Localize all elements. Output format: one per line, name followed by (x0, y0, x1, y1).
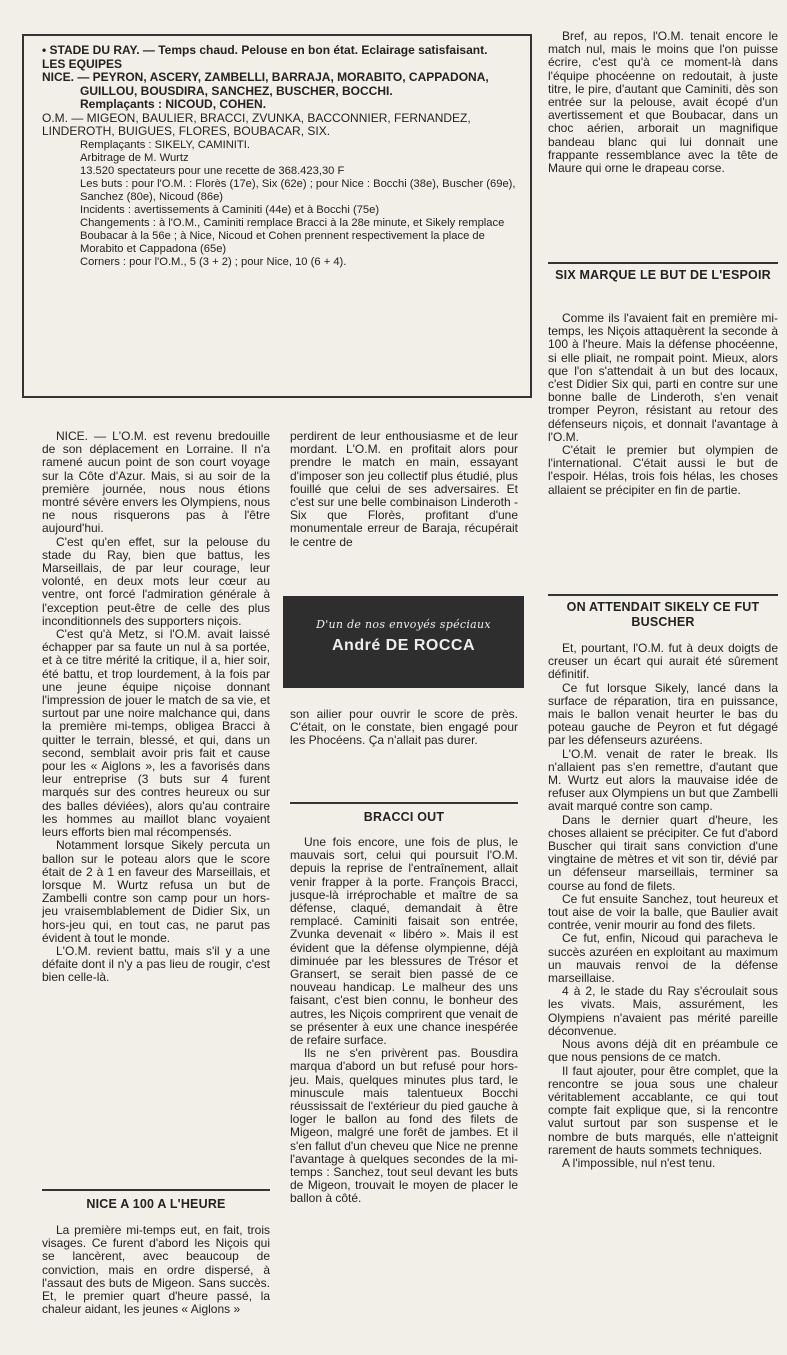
article-paragraph: C'est qu'en effet, sur la pelouse du stade du Ray, bien que battus, les Marseillais, de par leur courage, leur volonté, en deux mots leur cœur au ventre, ont forcé l'admiration générale à l'exception peut-être de celle des plus inconditionnels des supporters niçois. (42, 534, 270, 628)
article-paragraph: L'O.M. revient battu, mais s'il y a une défaite dont il n'y a pas lieu de rougir, c'est bien celle-là. (42, 943, 270, 985)
referee-line: Arbitrage de M. Wurtz (80, 151, 189, 164)
article-paragraph: son ailier pour ouvrir le score de près. C'était, on le constate, bien engagé pour les Phocéens. Ça n'allait pas durer. (290, 707, 518, 748)
heading-nice-100: NICE A 100 A L'HEURE (86, 1197, 226, 1211)
byline-author: André DE ROCCA (331, 637, 475, 654)
attendance-line: 13.520 spectateurs pour une recette de 368.423,30 F (80, 164, 345, 177)
section-rule (290, 802, 518, 804)
article-paragraph: 4 à 2, le stade du Ray s'écroulait sous les vivats. Mais, assurément, les Olympiens n'avaient pas mérité pareille déconvenue. (548, 984, 778, 1038)
heading-bracci-out: BRACCI OUT (363, 810, 445, 824)
article-paragraph: NICE. — L'O.M. est revenu bredouille de son déplacement en Lorraine. Il n'a ramené aucun point de son court voyage sur la Côte d'Azur. Mais, si au soir de la première journée, nous nous étions montré sévère envers les Olympiens, nous ne nous risquerons pas à l'être aujourd'hui. (42, 429, 270, 536)
heading-six-marque: SIX MARQUE LE BUT DE L'ESPOIR (555, 268, 771, 282)
article-column-2-section (290, 836, 518, 1206)
article-paragraph: perdirent de leur enthousiasme et de leur mordant. L'O.M. en profitait alors pour prendre le match en main, essayant d'imposer son jeu collectif plus étudié, plus fouillé que celui de ses adversaires. Et c'est sur une belle combinaison Linderoth - Six que Florès, profitant d'une monumentale erreur de Baraja, récupérait le centre de (290, 429, 518, 549)
om-lineup: O.M. — MIGEON, BAULIER, BRACCI, ZVUNKA, BACCONNIER, FERNANDEZ, LINDEROTH, BUIGUES, FLORES, BOUBACAR, SIX. (42, 110, 471, 138)
changes-line: Changements : à l'O.M., Caminiti remplace Bracci à la 28e minute, et Sikely remplace Boubacar à la 56e ; à Nice, Nicoud et Cohen prennent respectivement la place de Morabito et Cappadona (65e) (80, 216, 505, 255)
article-paragraph: Et, pourtant, l'O.M. fut à deux doigts de creuser un écart qui aurait été sûrement définitif. (548, 641, 778, 682)
byline-role: D'un de nos envoyés spéciaux (316, 618, 491, 631)
article-paragraph: Bref, au repos, l'O.M. tenait encore le match nul, mais le moins que l'on puisse écrire, c'est qu'à ce moment-là dans l'équipe phocéenne on redoutait, à juste titre, le pire, d'autant que Caminiti, dès son entrée sur la pelouse, avait écopé d'un avertissement et que Boubacar, dans un choc aérien, arborait un magnifique bandeau blanc qui lui donnait une frappante ressemblance avec la tête de Maure qui orne le drapeau corse. (548, 29, 778, 176)
section-rule (548, 262, 778, 264)
article-column-2-continued (290, 708, 518, 748)
article-paragraph: Comme ils l'avaient fait en première mi-temps, les Niçois attaquèrent la seconde à 100 à l'heure. Mais la défense phocéenne, si elle pliait, ne rompait point. Mieux, alors que l'on s'attendait à un but des locaux, c'est Didier Six qui, parti en contre sur une bonne balle de Linderoth, s'en venait tromper Peyron, résistant au retour des défenseurs niçois, et donnait l'avantage à l'O.M. (548, 311, 778, 444)
article-paragraph: Une fois encore, une fois de plus, le mauvais sort, celui qui poursuit l'O.M. depuis la reprise de l'entraînement, allait venir frapper à la porte. François Bracci, jusque-là irréprochable et maître de sa défense, claqué, demandait à être remplacé. Caminiti faisait son entrée, Zvunka devenait « libéro ». Mais il est évident que la défense olympienne, déjà diminuée par les blessures de Trésor et Gransert, se serait bien passé de ce nouveau handicap. Le malheur des uns faisant, c'est bien connu, le bonheur des autres, les Niçois comprirent que venait de se présenter à eux une chance inespérée de refaire surface. (290, 835, 518, 1048)
teams-heading: LES EQUIPES (42, 56, 123, 71)
article-paragraph: A l'impossible, nul n'est tenu. (562, 1155, 716, 1170)
article-column-1 (42, 430, 270, 985)
article-column-2 (290, 430, 518, 549)
article-paragraph: Il faut ajouter, pour être complet, que la rencontre se joua sous une chaleur véritablement accablante, ce qui tout compte fait explique que, si la rencontre valut surtout par son suspense et le nombre de buts marqués, elle n'atteignit rarement de hauts sommets techniques. (548, 1063, 778, 1157)
article-paragraph: C'est qu'à Metz, si l'O.M. avait laissé échapper par sa faute un nul à sa portée, et à ce titre mérité la critique, il a, hier soir, été battu, et trop lourdement, à la fois par une jeune équipe niçoise donnant l'impression de jouer le match de sa vie, et surtout par une noire malchance qui, dans la première mi-temps, obligea Bracci à quitter le terrain, blessé, et qui, dans un second, semblait avoir pris fait et cause pour les « Aiglons », les a favorisés dans leur entreprise (3 buts sur 4 furent marqués sur des contres heureux ou sur des balles déviées), alors qu'au contraire les hommes au maillot blanc voyaient leurs efforts bien mal récompensés. (42, 627, 270, 840)
article-paragraph: Ce fut, enfin, Nicoud qui paracheva le succès azuréen en exploitant au maximum un mauvais renvoi de la défense marseillaise. (548, 931, 778, 986)
article-column-3-section-2 (548, 642, 778, 1170)
incidents-line: Incidents : avertissements à Caminiti (44e) et à Bocchi (75e) (80, 203, 380, 216)
article-column-1-continued (42, 1224, 270, 1316)
nice-substitutes: Remplaçants : NICOUD, COHEN. (80, 97, 267, 111)
article-paragraph: Ce fut ensuite Sanchez, tout heureux et tout aise de voir la balle, que Baulier avait contrée, venir mourir au fond des filets. (548, 891, 778, 933)
article-paragraph: Nous avons déjà dit en préambule ce que nous pensions de ce match. (548, 1037, 778, 1065)
match-summary-box (22, 34, 532, 398)
article-column-3 (548, 30, 778, 175)
article-paragraph: L'O.M. venait de rater le break. Ils n'allaient pas s'en remettre, d'autant que M. Wurtz eut alors la mauvaise idée de refuser aux Olympiens un but que Zambelli avait marqué contre son camp. (548, 746, 778, 814)
goals-line: Les buts : pour l'O.M. : Florès (17e), Six (62e) ; pour Nice : Bocchi (38e), Buscher (69e), Sanchez (80e), Nicoud (86e) (80, 177, 516, 203)
byline-box (283, 596, 524, 688)
corners-line: Corners : pour l'O.M., 5 (3 + 2) ; pour Nice, 10 (6 + 4). (80, 255, 347, 268)
nice-lineup: NICE. — PEYRON, ASCERY, ZAMBELLI, BARRAJA, MORABITO, CAPPADONA, GUILLOU, BOUSDIRA, SANCHEZ, BUSCHER, BOCCHI. (42, 70, 489, 98)
article-column-3-section-1 (548, 312, 778, 497)
article-paragraph: C'était le premier but olympien de l'international. C'était aussi le but de l'espoir. Hélas, trois fois hélas, les choses allaient se précipiter en fin de partie. (548, 443, 778, 497)
article-paragraph: La première mi-temps eut, en fait, trois visages. Ce furent d'abord les Niçois qui se lancèrent, avec beaucoup de conviction, mais en ordre dispersé, à l'assaut des buts de Migeon. Sans succès. Et, le premier quart d'heure passé, la chaleur aidant, les jeunes « Aiglons » (42, 1223, 270, 1317)
section-rule (548, 594, 778, 596)
article-paragraph: Dans le dernier quart d'heure, les choses allaient se précipiter. Ce fut d'abord Buscher qui tirait sans conviction d'une vingtaine de mètres et vit son tir, dévié par un défenseur marseillais, terminer sa course au fond de filets. (548, 812, 778, 893)
article-paragraph: Ce fut lorsque Sikely, lancé dans la surface de réparation, tira en puissance, mais le ballon venait heurter le bas du poteau gauche de Peyron et fut dégagé par les défenseurs azuréens. (548, 680, 778, 748)
stadium-line: • STADE DU RAY. — Temps chaud. Pelouse en bon état. Eclairage satisfaisant. (42, 43, 488, 57)
article-paragraph: Notamment lorsque Sikely percuta un ballon sur le poteau alors que le score était de 2 à 1 en faveur des Marseillais, et lorsque M. Wurtz refusa un but de Zambelli contre son camp pour un hors-jeu vraisemblablement de Didier Six, un hors-jeu qui, en tout cas, ne parut pas évident à tout le monde. (42, 838, 270, 945)
heading-sikely-buscher: ON ATTENDAIT SIKELY CE FUT BUSCHER (566, 600, 760, 629)
article-paragraph: Ils ne s'en privèrent pas. Bousdira marqua d'abord un but refusé pour hors-jeu. Mais, quelques minutes plus tard, le minuscule mais talentueux Bocchi réussissait de l'extérieur du pied gauche à loger le ballon au fond des filets de Migeon, malgré une forêt de jambes. Et il s'en fallut d'un cheveu que Nice ne prenne l'avantage à quelques secondes de la mi-temps : Sanchez, tout seul devant les buts de Migeon, trouvait le moyen de placer le ballon à côté. (290, 1046, 518, 1206)
section-rule (42, 1189, 270, 1191)
om-substitutes: Remplaçants : SIKELY, CAMINITI. (80, 138, 250, 151)
